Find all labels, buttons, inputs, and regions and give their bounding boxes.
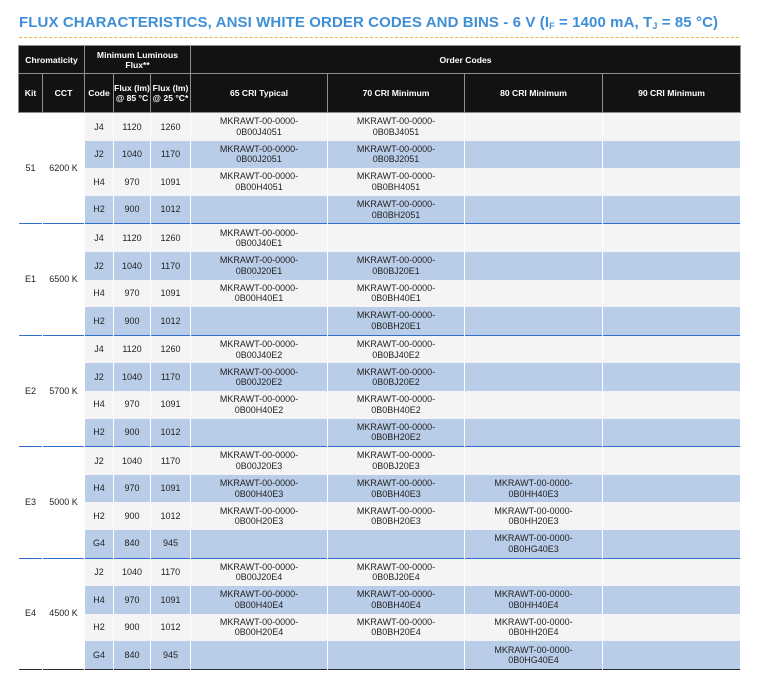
order-code-line: MKRAWT-00-0000- [494, 505, 573, 516]
order-code-cell [191, 586, 328, 614]
order-code-line: MKRAWT-00-0000- [356, 339, 436, 350]
cct-cell: 5700 K [43, 335, 85, 446]
order-code-cell [328, 168, 465, 196]
order-code-cell [191, 363, 328, 391]
bin-code-cell: H2 [85, 419, 114, 447]
order-code-cell [191, 196, 328, 224]
bin-code-cell: J4 [85, 335, 114, 363]
order-code-line: MKRAWT-00-0000- [356, 199, 436, 210]
order-code-line: 0B00J40E1 [235, 238, 283, 249]
order-code-cell [191, 335, 328, 363]
table-row [19, 614, 741, 642]
order-code-cell [603, 196, 741, 224]
order-code-cell [603, 475, 741, 503]
cct-cell: 4500 K [43, 558, 85, 669]
order-code-cell [191, 558, 328, 586]
order-code-cell [328, 141, 465, 169]
order-code-cell [465, 502, 603, 530]
flux-85-cell: 970 [114, 168, 151, 196]
order-code-cell [465, 168, 603, 196]
order-code-cell [603, 168, 741, 196]
flux-25-cell: 1260 [151, 113, 191, 141]
order-code-line: MKRAWT-00-0000- [219, 616, 299, 627]
flux-85-cell: 900 [114, 502, 151, 530]
order-code-line: 0B0BH40E1 [371, 293, 421, 304]
order-code-cell [465, 475, 603, 503]
kit-cell: E3 [19, 447, 43, 558]
order-code-line: 0B0BH40E4 [371, 599, 421, 610]
header-code: Code [85, 74, 114, 113]
header-cri-90: 90 CRI Minimum [603, 74, 741, 113]
order-code-cell [465, 447, 603, 475]
order-code-line: 0B0BJ20E3 [372, 460, 420, 471]
order-code-cell [191, 141, 328, 169]
order-code-line: 0B00H20E4 [234, 627, 284, 638]
order-code-line: 0B00J4051 [236, 126, 282, 137]
flux-85-cell: 970 [114, 586, 151, 614]
flux-25-cell: 1091 [151, 280, 191, 308]
order-code-line: 0B00H4051 [235, 181, 283, 192]
table-row [19, 252, 741, 280]
flux-85-cell: 1040 [114, 363, 151, 391]
order-code-cell [465, 196, 603, 224]
order-code-cell [465, 391, 603, 419]
order-code-line: 0B0HH20E4 [508, 627, 559, 638]
order-code-line: 0B0HH40E4 [508, 599, 559, 610]
order-code-cell [328, 586, 465, 614]
bin-code-cell: H4 [85, 586, 114, 614]
order-code-line: MKRAWT-00-0000- [356, 143, 436, 154]
bin-code-cell: G4 [85, 641, 114, 669]
bin-code-cell: J2 [85, 252, 114, 280]
flux-25-cell: 1091 [151, 586, 191, 614]
flux-85-cell: 900 [114, 419, 151, 447]
flux-25-cell: 1091 [151, 475, 191, 503]
flux-85-cell: 970 [114, 391, 151, 419]
order-code-line: 0B00H40E1 [234, 293, 284, 304]
order-code-cell [465, 252, 603, 280]
bin-code-cell: H2 [85, 307, 114, 335]
order-code-line: 0B0BH4051 [371, 181, 421, 192]
table-row [19, 335, 741, 363]
order-code-line: MKRAWT-00-0000- [494, 589, 573, 600]
bin-code-cell: H4 [85, 475, 114, 503]
header-cri-65: 65 CRI Typical [191, 74, 328, 113]
order-code-line: 0B0BJ4051 [372, 126, 420, 137]
order-code-line: 0B00J20E1 [235, 265, 283, 276]
flux-25-cell: 1012 [151, 307, 191, 335]
order-code-cell [328, 391, 465, 419]
table-row [19, 363, 741, 391]
order-code-cell [328, 280, 465, 308]
order-code-cell [603, 141, 741, 169]
order-code-line: 0B0HG40E4 [508, 655, 559, 666]
flux-85-cell: 970 [114, 280, 151, 308]
page-title: FLUX CHARACTERISTICS, ANSI WHITE ORDER CODES AND BINS - 6 V ($I_F = 1400$ mA, $T_J = 85$ °C) [19, 14, 719, 31]
bin-code-cell: G4 [85, 530, 114, 558]
order-code-line: MKRAWT-00-0000- [219, 505, 299, 516]
bin-code-cell: J4 [85, 113, 114, 141]
order-code-line: 0B0BJ20E2 [372, 377, 420, 388]
bin-code-cell: H2 [85, 196, 114, 224]
order-code-line: MKRAWT-00-0000- [494, 644, 573, 655]
order-code-line: 0B00J40E2 [235, 349, 283, 360]
order-code-line: 0B0HH40E3 [508, 488, 559, 499]
table-row [19, 530, 741, 558]
order-code-cell [603, 307, 741, 335]
order-code-cell [191, 502, 328, 530]
order-code-line: 0B00H40E2 [234, 404, 284, 415]
order-code-line: MKRAWT-00-0000- [219, 450, 299, 461]
order-code-line: MKRAWT-00-0000- [356, 421, 436, 432]
table-row [19, 391, 741, 419]
flux-25-cell: 1170 [151, 558, 191, 586]
order-code-line: MKRAWT-00-0000- [219, 366, 299, 377]
kit-cell: E4 [19, 558, 43, 669]
table-row [19, 558, 741, 586]
order-code-cell [191, 168, 328, 196]
cct-cell: 6200 K [43, 113, 85, 224]
title-divider [19, 37, 739, 38]
order-code-line: MKRAWT-00-0000- [494, 533, 573, 544]
bin-code-cell: J2 [85, 363, 114, 391]
table-row [19, 141, 741, 169]
order-code-line: MKRAWT-00-0000- [356, 450, 436, 461]
cct-cell: 5000 K [43, 447, 85, 558]
header-cri-80: 80 CRI Minimum [465, 74, 603, 113]
flux-25-cell: 1012 [151, 502, 191, 530]
order-code-cell [328, 335, 465, 363]
flux-25-cell: 1170 [151, 252, 191, 280]
flux-25-cell: 1012 [151, 196, 191, 224]
bin-code-cell: J2 [85, 447, 114, 475]
order-code-line: 0B00J20E4 [235, 572, 283, 583]
order-code-cell [465, 113, 603, 141]
order-code-cell [191, 113, 328, 141]
order-code-cell [191, 614, 328, 642]
table-row [19, 307, 741, 335]
order-code-cell [465, 614, 603, 642]
order-code-line: MKRAWT-00-0000- [219, 478, 299, 489]
table-row [19, 224, 741, 252]
order-code-cell [603, 391, 741, 419]
order-code-line: MKRAWT-00-0000- [219, 339, 299, 350]
order-code-cell [191, 475, 328, 503]
order-code-cell [465, 307, 603, 335]
flux-85-cell: 900 [114, 614, 151, 642]
order-code-line: MKRAWT-00-0000- [356, 505, 436, 516]
bin-code-cell: J2 [85, 558, 114, 586]
order-code-cell [603, 614, 741, 642]
flux-25-cell: 1170 [151, 141, 191, 169]
order-code-line: 0B0BJ20E1 [372, 265, 420, 276]
bin-code-cell: J2 [85, 141, 114, 169]
cct-cell: 6500 K [43, 224, 85, 335]
order-code-cell [603, 252, 741, 280]
table-row [19, 475, 741, 503]
order-code-line: MKRAWT-00-0000- [494, 616, 573, 627]
bin-code-cell: H2 [85, 502, 114, 530]
order-code-line: 0B00H40E3 [234, 488, 284, 499]
table-row [19, 168, 741, 196]
order-code-cell [328, 530, 465, 558]
order-code-cell [328, 475, 465, 503]
order-code-line: 0B0HH20E3 [508, 516, 559, 527]
flux-85-cell: 1120 [114, 113, 151, 141]
order-code-line: MKRAWT-00-0000- [219, 282, 299, 293]
order-code-cell [328, 307, 465, 335]
kit-cell: 51 [19, 113, 43, 224]
order-code-cell [328, 252, 465, 280]
order-code-cell [603, 363, 741, 391]
header-flux-85: Flux (lm) @ 85 °C [114, 74, 151, 113]
order-code-cell [465, 224, 603, 252]
order-code-cell [328, 113, 465, 141]
order-code-line: MKRAWT-00-0000- [219, 589, 299, 600]
order-code-line: MKRAWT-00-0000- [356, 116, 436, 127]
bin-code-cell: H4 [85, 280, 114, 308]
order-code-cell [191, 530, 328, 558]
bin-code-cell: H4 [85, 391, 114, 419]
flux-85-cell: 1040 [114, 558, 151, 586]
flux-85-cell: 840 [114, 530, 151, 558]
order-code-line: MKRAWT-00-0000- [219, 561, 299, 572]
order-code-cell [465, 586, 603, 614]
order-code-line: 0B00H40E4 [234, 599, 284, 610]
flux-85-cell: 900 [114, 307, 151, 335]
table-row [19, 641, 741, 669]
table-row [19, 113, 741, 141]
order-code-cell [603, 586, 741, 614]
order-code-cell [328, 419, 465, 447]
kit-cell: E1 [19, 224, 43, 335]
flux-85-cell: 1040 [114, 141, 151, 169]
header-chromaticity: Chromaticity [19, 46, 85, 74]
header-cri-70: 70 CRI Minimum [328, 74, 465, 113]
flux-85-cell: 1040 [114, 447, 151, 475]
order-code-line: 0B00J20E2 [235, 377, 283, 388]
order-code-line: MKRAWT-00-0000- [219, 227, 299, 238]
order-code-line: MKRAWT-00-0000- [219, 171, 299, 182]
order-code-cell [603, 224, 741, 252]
kit-cell: E2 [19, 335, 43, 446]
flux-25-cell: 1260 [151, 224, 191, 252]
order-code-line: 0B0BJ40E2 [372, 349, 420, 360]
order-code-cell [191, 391, 328, 419]
order-code-line: MKRAWT-00-0000- [219, 116, 299, 127]
flux-25-cell: 945 [151, 641, 191, 669]
header-order-codes: Order Codes [191, 46, 741, 74]
header-flux-25: Flux (lm) @ 25 °C* [151, 74, 191, 113]
order-code-cell [191, 307, 328, 335]
flux-85-cell: 1120 [114, 224, 151, 252]
order-code-cell [191, 224, 328, 252]
flux-25-cell: 1012 [151, 419, 191, 447]
order-code-line: MKRAWT-00-0000- [356, 171, 436, 182]
order-code-line: 0B0BH20E4 [371, 627, 421, 638]
header-cct: CCT [43, 74, 85, 113]
flux-25-cell: 1260 [151, 335, 191, 363]
order-code-cell [328, 224, 465, 252]
order-code-line: MKRAWT-00-0000- [356, 616, 436, 627]
order-code-line: 0B0BH20E3 [371, 516, 421, 527]
order-code-line: MKRAWT-00-0000- [356, 282, 436, 293]
order-code-cell [465, 641, 603, 669]
flux-25-cell: 1170 [151, 363, 191, 391]
order-code-cell [328, 502, 465, 530]
order-code-line: MKRAWT-00-0000- [219, 143, 299, 154]
order-code-cell [191, 280, 328, 308]
order-code-cell [328, 558, 465, 586]
header-min-luminous-flux: Minimum Luminous Flux** [85, 46, 191, 74]
order-code-line: 0B0BH2051 [371, 209, 421, 220]
order-code-cell [465, 141, 603, 169]
flux-85-cell: 1120 [114, 335, 151, 363]
order-code-cell [603, 335, 741, 363]
order-code-line: 0B0BJ20E4 [372, 572, 420, 583]
flux-25-cell: 1091 [151, 168, 191, 196]
order-code-cell [328, 363, 465, 391]
order-code-cell [465, 530, 603, 558]
order-code-cell [328, 447, 465, 475]
order-code-line: 0B00J20E3 [235, 460, 283, 471]
table-row [19, 447, 741, 475]
flux-25-cell: 1091 [151, 391, 191, 419]
order-code-line: MKRAWT-00-0000- [356, 478, 436, 489]
flux-85-cell: 970 [114, 475, 151, 503]
order-code-cell [191, 641, 328, 669]
order-code-cell [603, 280, 741, 308]
flux-85-cell: 840 [114, 641, 151, 669]
order-code-cell [603, 113, 741, 141]
order-code-cell [603, 447, 741, 475]
order-code-line: 0B0BH40E3 [371, 488, 421, 499]
header-kit: Kit [19, 74, 43, 113]
table-row [19, 196, 741, 224]
order-code-cell [328, 196, 465, 224]
order-code-line: MKRAWT-00-0000- [219, 394, 299, 405]
flux-25-cell: 1012 [151, 614, 191, 642]
table-row [19, 586, 741, 614]
order-code-cell [603, 558, 741, 586]
order-code-cell [465, 280, 603, 308]
order-code-cell [191, 419, 328, 447]
order-code-cell [465, 363, 603, 391]
order-code-line: MKRAWT-00-0000- [494, 478, 573, 489]
order-code-line: 0B0BH20E1 [371, 320, 421, 331]
bin-code-cell: H4 [85, 168, 114, 196]
bin-code-cell: H2 [85, 614, 114, 642]
order-code-line: 0B0HG40E3 [508, 543, 559, 554]
bin-code-cell: J4 [85, 224, 114, 252]
order-code-line: 0B00H20E3 [234, 516, 284, 527]
flux-25-cell: 945 [151, 530, 191, 558]
flux-table [18, 45, 741, 670]
order-code-cell [328, 614, 465, 642]
order-code-cell [603, 502, 741, 530]
order-code-cell [465, 419, 603, 447]
table-row [19, 280, 741, 308]
order-code-line: 0B0BH40E2 [371, 404, 421, 415]
order-code-cell [191, 447, 328, 475]
order-code-line: 0B0BH20E2 [371, 432, 421, 443]
order-code-line: MKRAWT-00-0000- [356, 366, 436, 377]
table-row [19, 419, 741, 447]
table-row [19, 502, 741, 530]
flux-85-cell: 900 [114, 196, 151, 224]
order-code-line: MKRAWT-00-0000- [356, 255, 436, 266]
order-code-line: MKRAWT-00-0000- [356, 589, 436, 600]
order-code-line: MKRAWT-00-0000- [356, 561, 436, 572]
order-code-line: 0B0BJ2051 [372, 154, 420, 165]
order-code-cell [603, 419, 741, 447]
order-code-line: MKRAWT-00-0000- [356, 394, 436, 405]
order-code-cell [603, 530, 741, 558]
order-code-cell [465, 558, 603, 586]
order-code-cell [191, 252, 328, 280]
order-code-line: MKRAWT-00-0000- [356, 310, 436, 321]
order-code-cell [328, 641, 465, 669]
table-body [19, 113, 741, 670]
flux-25-cell: 1170 [151, 447, 191, 475]
order-code-cell [465, 335, 603, 363]
order-code-line: 0B00J2051 [236, 154, 282, 165]
flux-85-cell: 1040 [114, 252, 151, 280]
order-code-cell [603, 641, 741, 669]
order-code-line: MKRAWT-00-0000- [219, 255, 299, 266]
